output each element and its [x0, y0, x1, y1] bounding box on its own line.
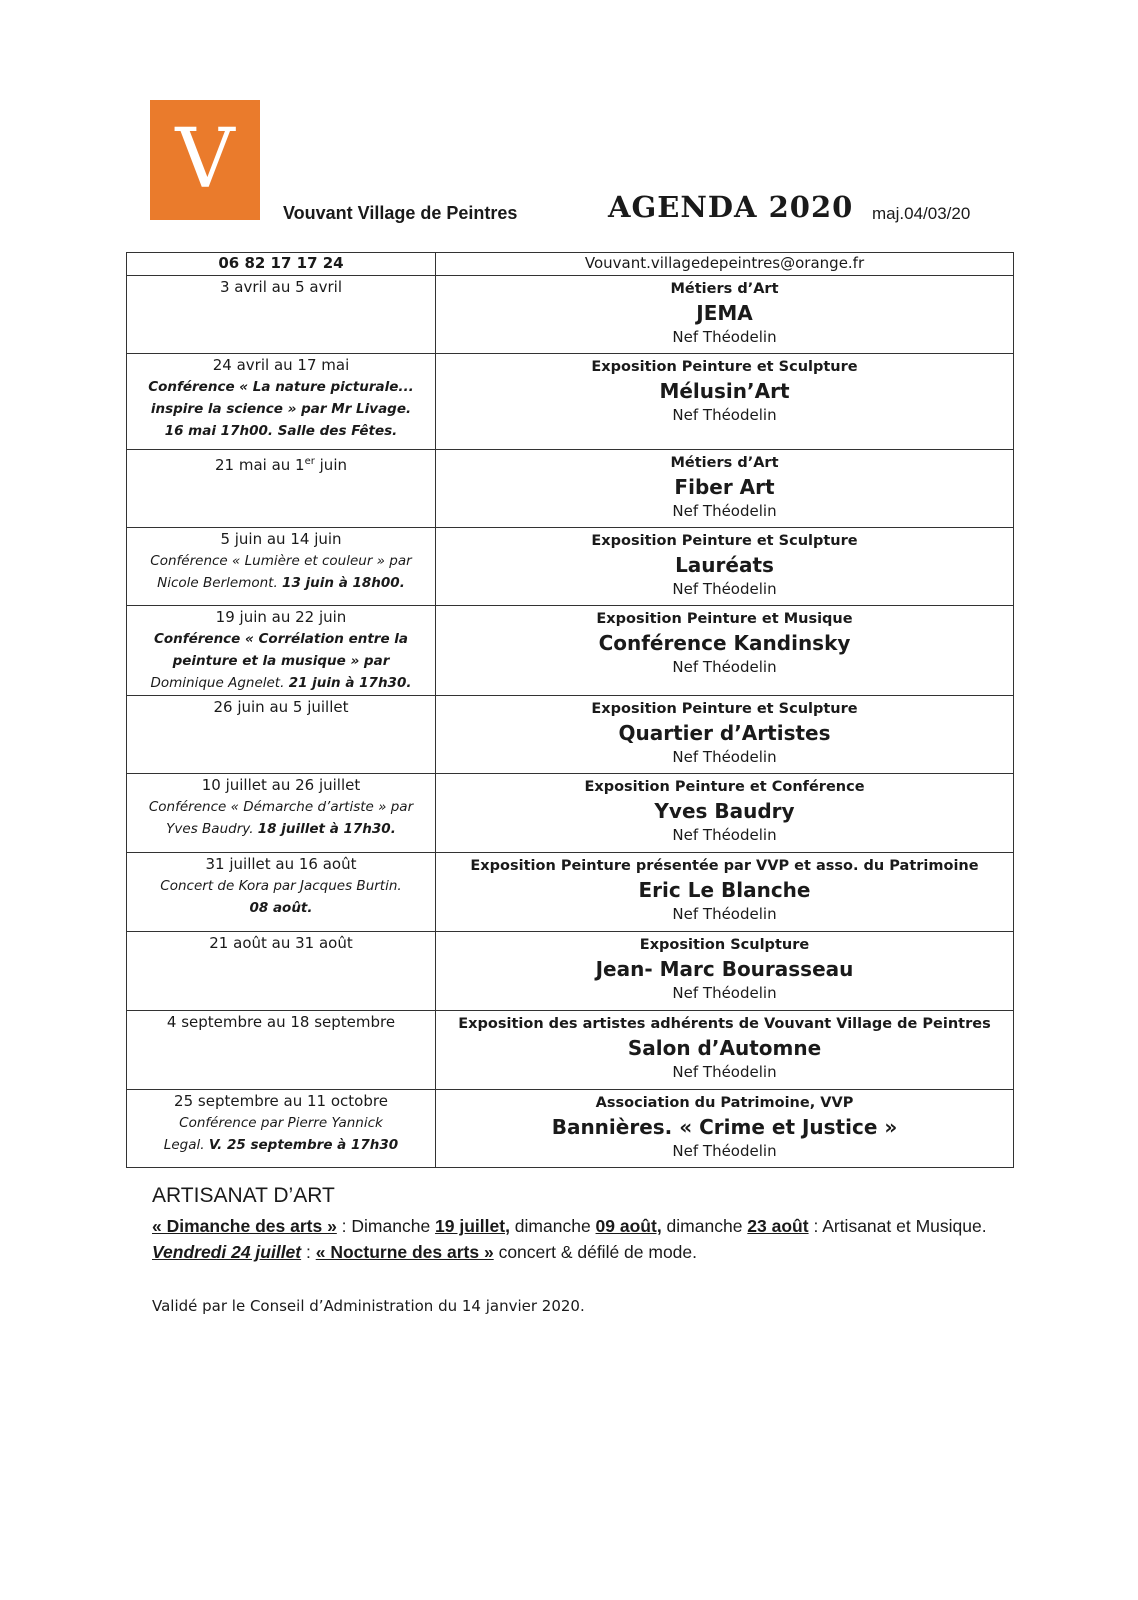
event-date: 19 juin au 22 juin	[215, 608, 347, 626]
event-title: Jean- Marc Bourasseau	[595, 957, 854, 981]
event-date: 31 juillet au 16 août	[205, 855, 357, 873]
event-note: Legal. V. 25 septembre à 17h30	[163, 1137, 399, 1153]
phone-number: 06 82 17 17 24	[127, 253, 436, 276]
table-row	[127, 528, 1014, 606]
agenda-table	[126, 252, 1014, 1168]
event-place: Nef Théodelin	[672, 502, 777, 520]
logo	[150, 100, 260, 220]
event-category: Exposition Peinture et Conférence	[584, 779, 865, 795]
table-row	[127, 932, 1014, 1011]
event-note: Conférence « La nature picturale...	[148, 379, 414, 395]
event-category: Exposition Sculpture	[639, 937, 810, 953]
event-category: Exposition Peinture et Sculpture	[591, 701, 858, 717]
event-date: 10 juillet au 26 juillet	[201, 776, 361, 794]
event-place: Nef Théodelin	[672, 826, 777, 844]
event-place: Nef Théodelin	[672, 905, 777, 923]
event-title: Quartier d’Artistes	[618, 721, 831, 745]
table-row	[127, 450, 1014, 528]
logo-letter: V	[175, 112, 235, 207]
event-place: Nef Théodelin	[672, 406, 777, 424]
event-title: Conférence Kandinsky	[598, 631, 851, 655]
event-place: Nef Théodelin	[672, 328, 777, 346]
event-place: Nef Théodelin	[672, 658, 777, 676]
artisanat-title: ARTISANAT D’ART	[152, 1184, 335, 1207]
table-row	[127, 276, 1014, 354]
event-place: Nef Théodelin	[672, 748, 777, 766]
event-note: Conférence par Pierre Yannick	[179, 1115, 383, 1131]
updated-date: maj.04/03/20	[872, 204, 971, 223]
event-category: Association du Patrimoine, VVP	[595, 1095, 854, 1111]
event-note: Yves Baudry. 18 juillet à 17h30.	[166, 821, 396, 837]
event-note: inspire la science » par Mr Livage.	[150, 401, 412, 417]
dimanche-des-arts-line: « Dimanche des arts » : Dimanche 19 juillet, dimanche 09 août, dimanche 23 août : Artisanat et Musique.	[152, 1216, 987, 1236]
table-row	[127, 696, 1014, 774]
contact-row	[127, 253, 1014, 276]
table-row	[127, 1090, 1014, 1168]
event-title: Bannières. « Crime et Justice »	[551, 1115, 898, 1139]
event-note: 16 mai 17h00. Salle des Fêtes.	[164, 423, 398, 439]
nocturne-des-arts-line: Vendredi 24 juillet : « Nocturne des arts » concert & défilé de mode.	[152, 1242, 698, 1262]
event-title: Salon d’Automne	[627, 1036, 822, 1060]
event-title: Mélusin’Art	[659, 379, 790, 403]
event-date: 26 juin au 5 juillet	[213, 698, 349, 716]
event-category: Exposition Peinture et Musique	[596, 611, 853, 627]
event-title: Eric Le Blanche	[638, 878, 811, 902]
event-category: Métiers d’Art	[670, 455, 779, 471]
table-row	[127, 853, 1014, 932]
event-title: Yves Baudry	[654, 799, 795, 823]
event-note: 08 août.	[249, 900, 313, 916]
event-title: Fiber Art	[674, 475, 775, 499]
event-note: Nicole Berlemont. 13 juin à 18h00.	[157, 575, 405, 591]
table-row	[127, 606, 1014, 696]
event-date: 21 mai au 1er juin	[215, 456, 347, 474]
event-place: Nef Théodelin	[672, 1142, 777, 1160]
event-date: 24 avril au 17 mai	[212, 356, 350, 374]
event-note: Conférence « Corrélation entre la	[153, 631, 409, 647]
event-category: Exposition Peinture et Sculpture	[591, 533, 858, 549]
event-note: Dominique Agnelet. 21 juin à 17h30.	[150, 675, 412, 691]
event-date: 4 septembre au 18 septembre	[166, 1013, 396, 1031]
event-date: 3 avril au 5 avril	[220, 278, 342, 296]
event-note: Conférence « Démarche d’artiste » par	[148, 799, 414, 815]
org-name: Vouvant Village de Peintres	[283, 203, 518, 223]
table-row	[127, 354, 1014, 450]
event-date: 5 juin au 14 juin	[220, 530, 342, 548]
event-place: Nef Théodelin	[672, 580, 777, 598]
agenda-title: AGENDA 2020	[608, 190, 854, 224]
event-note: Conférence « Lumière et couleur » par	[150, 553, 412, 569]
email-address: Vouvant.villagedepeintres@orange.fr	[436, 253, 1014, 276]
event-category: Exposition des artistes adhérents de Vouvant Village de Peintres	[458, 1016, 991, 1032]
event-category: Exposition Peinture et Sculpture	[591, 359, 858, 375]
table-row	[127, 1011, 1014, 1090]
event-category: Métiers d’Art	[670, 281, 779, 297]
event-date: 25 septembre au 11 octobre	[174, 1092, 388, 1110]
event-title: JEMA	[696, 301, 753, 325]
event-date: 21 août au 31 août	[209, 934, 353, 952]
event-note: peinture et la musique » par	[172, 653, 390, 669]
event-category: Exposition Peinture présentée par VVP et asso. du Patrimoine	[470, 858, 979, 874]
event-place: Nef Théodelin	[672, 984, 777, 1002]
validation-note: Validé par le Conseil d’Administration du 14 janvier 2020.	[152, 1297, 585, 1315]
event-title: Lauréats	[675, 553, 774, 577]
event-place: Nef Théodelin	[672, 1063, 777, 1081]
event-note: Concert de Kora par Jacques Burtin.	[160, 878, 402, 894]
table-row	[127, 774, 1014, 853]
